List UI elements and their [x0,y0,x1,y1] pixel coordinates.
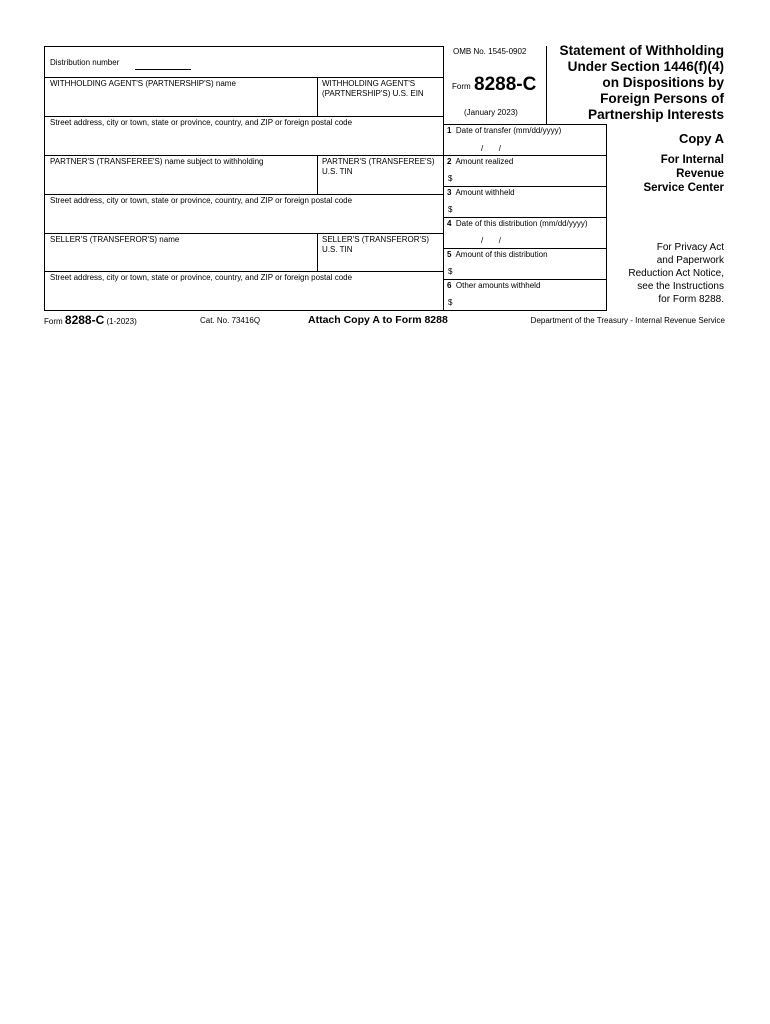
box4-slashes: / / [481,236,502,245]
for-line: For Internal [660,154,724,166]
partner-name-input[interactable] [50,173,312,191]
col-line [317,155,318,194]
agent-name-label: WITHHOLDING AGENT'S (PARTNERSHIP'S) name [50,79,236,88]
agent-ein-input[interactable] [322,101,439,114]
top-border [44,46,444,47]
box3-dollar: $ [448,205,453,214]
box-line [443,186,607,187]
partner-tin-label-2: U.S. TIN [322,167,353,176]
privacy-line: see the Instructions [637,281,724,292]
bottom-border [44,310,607,311]
for-line: Service Center [643,182,724,194]
footer-revision: (1-2023) [106,317,137,326]
distribution-number-input[interactable] [136,56,190,68]
omb-divider [546,46,547,124]
box3-amount-input[interactable] [456,202,600,215]
box5-amount-input[interactable] [456,264,600,277]
seller-address-input[interactable] [50,288,438,306]
box-line [443,155,607,156]
agent-address-input[interactable] [50,133,438,151]
title-line: Partnership Interests [588,107,724,122]
footer-department: Department of the Treasury - Internal Revenue Service [530,316,725,325]
agent-name-input[interactable] [50,95,312,113]
footer-cat-no: Cat. No. 73416Q [200,316,261,325]
privacy-line: Reduction Act Notice, [628,268,724,279]
omb-number: OMB No. 1545-0902 [453,47,527,56]
for-internal-revenue [643,153,724,195]
seller-tin-input[interactable] [322,256,439,269]
col-line [317,233,318,271]
title-line: Foreign Persons of [600,91,724,106]
privacy-notice [628,241,724,306]
form-number: 8288-C [474,74,537,95]
for-line: Revenue [676,168,724,180]
box5-dollar: $ [448,267,453,276]
row-line [44,233,444,234]
box3-label: 3 Amount withheld [447,188,515,197]
box2-amount-input[interactable] [456,171,600,184]
title-line: Under Section 1446(f)(4) [567,59,724,74]
box2-dollar: $ [448,174,453,183]
box5-label: 5 Amount of this distribution [447,250,548,259]
partner-tin-label-1: PARTNER'S (TRANSFEREE'S) [322,157,435,166]
omb-bottom [443,124,607,125]
box6-label: 6 Other amounts withheld [447,281,541,290]
title-line: on Dispositions by [602,75,724,90]
agent-ein-label-1: WITHHOLDING AGENT'S [322,79,416,88]
box4-label: 4 Date of this distribution (mm/dd/yyyy) [447,219,588,228]
row-line [44,77,444,78]
agent-ein-label-2: (PARTNERSHIP'S) U.S. EIN [322,89,424,98]
box1-date-input[interactable] [450,139,600,153]
seller-name-label: SELLER'S (TRANSFEROR'S) name [50,235,180,244]
footer-form-id [44,313,137,329]
agent-address-label: Street address, city or town, state or province, country, and ZIP or foreign postal code [50,118,353,127]
privacy-line: for Form 8288. [658,294,724,305]
partner-name-label: PARTNER'S (TRANSFEREE'S) name subject to withholding [50,157,264,166]
seller-tin-label-1: SELLER'S (TRANSFEROR'S) [322,235,430,244]
partner-address-input[interactable] [50,211,438,229]
box-line [443,248,607,249]
privacy-line: and Paperwork [656,255,724,266]
title-line: Statement of Withholding [559,43,724,58]
box4-date-input[interactable] [450,232,600,246]
seller-address-label: Street address, city or town, state or province, country, and ZIP or foreign postal code [50,273,353,282]
copy-label: Copy A [678,131,724,146]
row-line [44,271,444,272]
box2-label: 2 Amount realized [447,157,514,166]
row-line [44,155,444,156]
box-line [443,217,607,218]
seller-name-input[interactable] [50,250,312,268]
box1-label: 1 Date of transfer (mm/dd/yyyy) [447,126,562,135]
footer-form-word: Form [44,317,63,326]
revision-date: (January 2023) [464,108,518,117]
distribution-number-label: Distribution number [50,58,120,67]
row-line [44,194,444,195]
partner-tin-input[interactable] [322,178,439,191]
form-title [560,43,725,123]
col-line [317,77,318,116]
box6-amount-input[interactable] [456,295,600,308]
box-line [443,279,607,280]
privacy-line: For Privacy Act [656,242,724,253]
box6-dollar: $ [448,298,453,307]
distribution-number-line [135,69,191,70]
row-line [44,116,444,117]
partner-address-label: Street address, city or town, state or province, country, and ZIP or foreign postal code [50,196,353,205]
footer-form-number: 8288-C [64,313,105,327]
form-word: Form [452,82,471,91]
seller-tin-label-2: U.S. TIN [322,245,353,254]
box1-slashes: / / [481,144,502,153]
footer-attach: Attach Copy A to Form 8288 [308,314,448,326]
